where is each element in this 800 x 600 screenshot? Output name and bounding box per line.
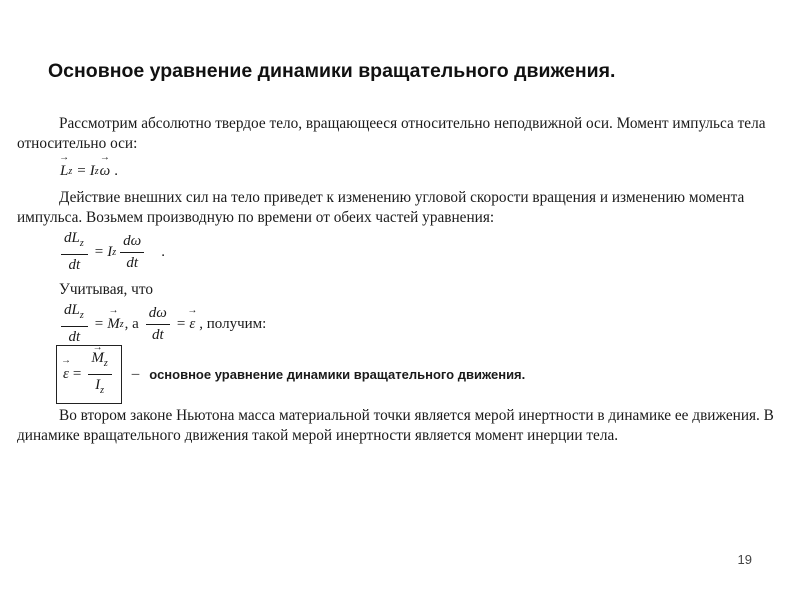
formula-operator: = xyxy=(94,315,104,332)
formula-subscript: z xyxy=(100,384,105,396)
formula-numerator: dL xyxy=(64,230,80,246)
formula-dash: – xyxy=(131,365,140,382)
main-equation-label: основное уравнение динамики вращательного движения. xyxy=(149,366,526,382)
formula-fraction xyxy=(61,229,88,275)
formula-symbol: I xyxy=(107,243,113,260)
formula-operator: = xyxy=(94,243,104,260)
formula-considering xyxy=(58,302,270,346)
formula-period: . xyxy=(114,162,118,179)
formula-symbol: → ε xyxy=(63,366,69,383)
paragraph-derivative: Действие внешних сил на тело приведет к изменению угловой скорости вращения и изменению момента импульса. Возьмем производную по времени от обеих частей уравнения: xyxy=(17,189,745,226)
formula-connector: , а xyxy=(124,315,139,332)
slide-title: Основное уравнение динамики вращательного движения. xyxy=(48,60,616,82)
formula-subscript: z xyxy=(79,310,84,321)
formula-operator: = xyxy=(77,162,86,179)
formula-derivative xyxy=(58,230,169,274)
formula-tail: , получим: xyxy=(199,315,267,332)
formula-fraction xyxy=(88,349,111,400)
formula-fraction xyxy=(146,304,170,345)
formula-denominator: I xyxy=(95,376,101,393)
paragraph-intro: Рассмотрим абсолютно твердое тело, вращающееся относительно неподвижной оси. Момент импульса тела относительно оси: xyxy=(17,115,766,152)
formula-symbol: I xyxy=(89,162,95,179)
formula-numerator: dL xyxy=(64,302,80,318)
formula-angular-momentum xyxy=(60,158,122,184)
formula-subscript: z xyxy=(103,357,108,369)
formula-denominator: dt xyxy=(68,329,81,345)
formula-operator: = xyxy=(72,365,82,382)
formula-subscript: z xyxy=(68,165,73,177)
formula-box xyxy=(56,345,122,404)
paragraph-considering: Учитывая, что xyxy=(59,281,153,298)
formula-subscript: z xyxy=(79,238,84,249)
formula-numerator: dω xyxy=(146,304,170,325)
formula-numerator: dω xyxy=(120,232,144,253)
paragraph-conclusion: Во втором законе Ньютона масса материальной точки является мерой инертности в динамике ее движения. В динамике вращательного движения такой мерой инертности является момент инерции тела. xyxy=(17,407,774,444)
formula-fraction xyxy=(120,232,144,273)
formula-symbol: → ω xyxy=(100,163,111,180)
formula-numerator: → M xyxy=(91,349,104,368)
formula-denominator: dt xyxy=(152,326,164,343)
formula-symbol: → L xyxy=(60,163,68,180)
formula-symbol: → ε xyxy=(189,316,195,333)
formula-subscript: z xyxy=(112,246,117,258)
formula-subscript: z xyxy=(94,165,99,177)
formula-symbol: → M xyxy=(107,316,120,333)
formula-main-equation xyxy=(56,350,525,398)
formula-denominator: dt xyxy=(126,254,138,271)
formula-subscript: z xyxy=(119,318,124,330)
formula-denominator: dt xyxy=(68,257,81,273)
formula-fraction xyxy=(61,301,88,347)
formula-period: . xyxy=(161,243,165,260)
formula-operator: = xyxy=(176,315,186,332)
page-number: 19 xyxy=(737,552,752,567)
